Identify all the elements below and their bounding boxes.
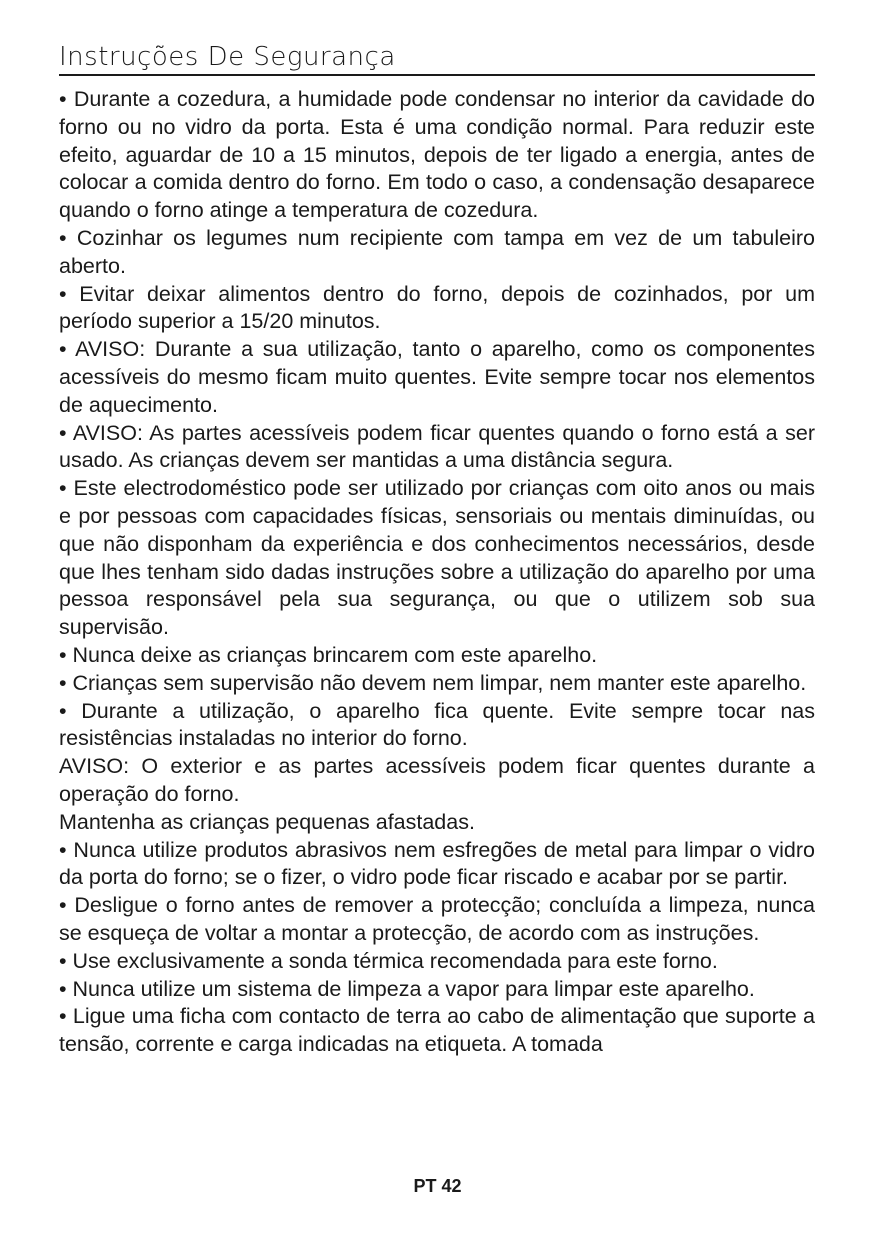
page-body	[59, 40, 815, 1059]
paragraph: • Nunca utilize um sistema de limpeza a vapor para limpar este aparelho.	[59, 976, 755, 1001]
paragraph: • Durante a cozedura, a humidade pode condensar no interior da cavidade do forno ou no vidro da porta. Esta é uma condição normal. Para reduzir este efeito, aguardar de 10 a 15 minutos, depois de ter ligado a energia, antes de colocar a comida dentro do forno. Em todo o caso, a condensação desaparece quando o forno atinge a temperatura de cozedura.	[59, 87, 815, 223]
paragraph: • Nunca utilize produtos abrasivos nem esfregões de metal para limpar o vidro da porta do forno; se o fizer, o vidro pode ficar riscado e acabar por se partir.	[59, 837, 815, 890]
page-number: PT 42	[413, 1176, 462, 1196]
paragraph: • Evitar deixar alimentos dentro do forno, depois de cozinhados, por um período superior a 15/20 minutos.	[59, 281, 815, 334]
paragraph: • Use exclusivamente a sonda térmica recomendada para este forno.	[59, 948, 718, 973]
paragraph: • Crianças sem supervisão não devem nem limpar, nem manter este aparelho.	[59, 670, 807, 695]
paragraph: • Este electrodoméstico pode ser utilizado por crianças com oito anos ou mais e por pessoas com capacidades físicas, sensoriais ou mentais diminuídas, ou que não disponham da experiência e dos conhecimentos necessários, desde que lhes tenham sido dadas instruções sobre a utilização do aparelho por uma pessoa responsável pela sua segurança, ou que o utilizem sob sua supervisão.	[59, 476, 815, 640]
paragraph: • Durante a utilização, o aparelho fica quente. Evite sempre tocar nas resistências instaladas no interior do forno.	[59, 698, 815, 751]
paragraph: Mantenha as crianças pequenas afastadas.	[59, 809, 475, 834]
safety-instructions	[59, 86, 815, 1059]
paragraph: • Desligue o forno antes de remover a protecção; concluída a limpeza, nunca se esqueça de voltar a montar a protecção, de acordo com as instruções.	[59, 893, 815, 945]
paragraph: • AVISO: Durante a sua utilização, tanto o aparelho, como os componentes acessíveis do mesmo ficam muito quentes. Evite sempre tocar nos elementos de aquecimento.	[59, 337, 815, 417]
paragraph: • AVISO: As partes acessíveis podem ficar quentes quando o forno está a ser usado. As crianças devem ser mantidas a uma distância segura.	[59, 420, 815, 473]
paragraph: • Nunca deixe as crianças brincarem com este aparelho.	[59, 642, 598, 667]
paragraph: AVISO: O exterior e as partes acessíveis podem ficar quentes durante a operação do forno.	[59, 754, 815, 806]
paragraph: • Ligue uma ficha com contacto de terra ao cabo de alimentação que suporte a tensão, corrente e carga indicadas na etiqueta. A tomada	[59, 1004, 815, 1057]
page-title: Instruções De Segurança	[59, 40, 815, 76]
paragraph: • Cozinhar os legumes num recipiente com tampa em vez de um tabuleiro aberto.	[59, 225, 815, 278]
